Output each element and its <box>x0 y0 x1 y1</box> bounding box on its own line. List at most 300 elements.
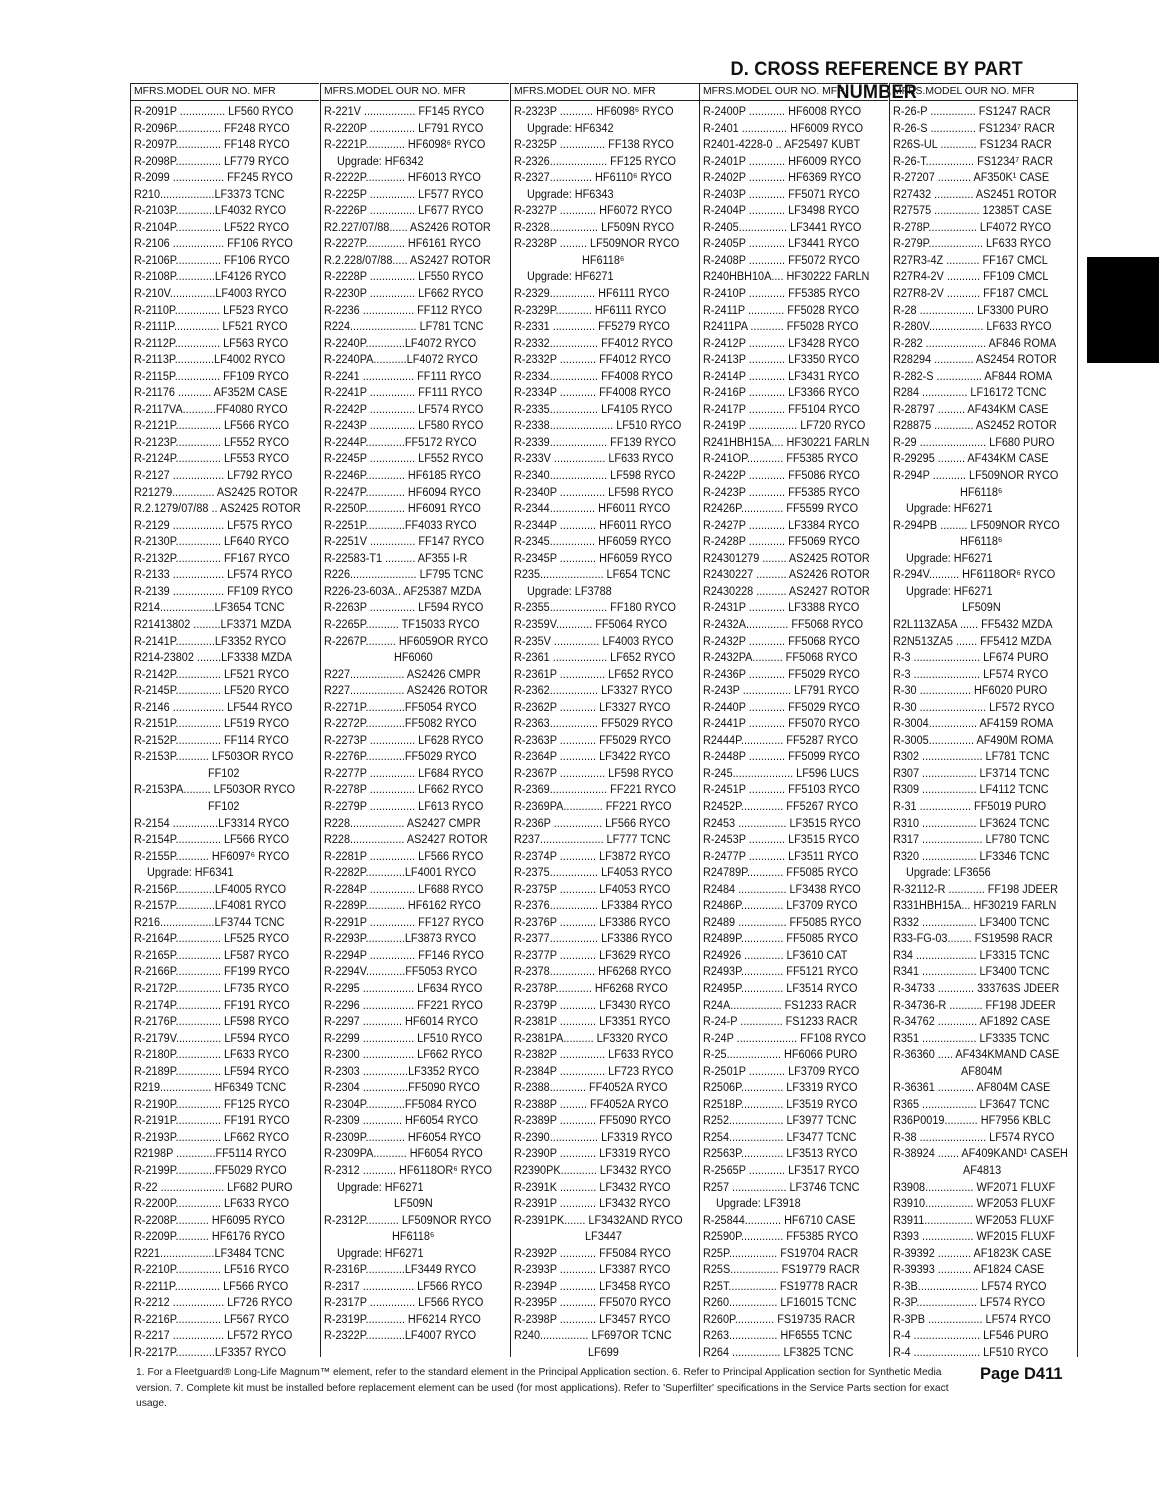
table-row <box>131 715 319 732</box>
row-text: R-210V...............LF4003 RYCO <box>134 286 287 301</box>
table-row <box>700 633 888 650</box>
table-row <box>511 202 699 219</box>
row-text: R-2332................ FF4012 RYCO <box>514 335 673 350</box>
table-row <box>131 169 319 186</box>
row-text: LF509N <box>962 600 1002 615</box>
row-text: R-2405................ LF3441 RYCO <box>703 219 862 234</box>
row-text: R-2282P.............LF4001 RYCO <box>324 865 477 880</box>
row-text: R-3004................ AF4159 ROMA <box>893 716 1054 731</box>
table-row <box>511 881 699 898</box>
row-text: R2411PA ........... FF5028 RYCO <box>703 319 859 334</box>
row-text: R-2377P ............ LF3629 RYCO <box>514 947 671 962</box>
row-text: HF6118⁶ <box>581 252 625 267</box>
row-text: R-2289P............. HF6162 RYCO <box>324 898 481 913</box>
row-text: R365 .................. LF3647 TCNC <box>893 1096 1050 1111</box>
table-row <box>890 765 1077 782</box>
table-row <box>700 864 888 881</box>
table-row <box>131 517 319 534</box>
table-row <box>700 153 888 170</box>
table-row <box>511 467 699 484</box>
table-row <box>890 1261 1077 1278</box>
table-row <box>131 1245 319 1262</box>
row-text: R-24-P .............. FS1233 RACR <box>703 1014 858 1029</box>
row-text: R-2141P.............LF3352 RYCO <box>134 633 287 648</box>
table-row <box>131 1278 319 1295</box>
table-row <box>131 467 319 484</box>
row-text: R-39392 ........... AF1823K CASE <box>893 1245 1052 1260</box>
table-row <box>890 914 1077 931</box>
row-text: R24301279 ........ AS2425 ROTOR <box>703 550 870 565</box>
table-row <box>321 1195 509 1212</box>
table-row <box>700 930 888 947</box>
table-row <box>131 1112 319 1129</box>
table-row <box>321 136 509 153</box>
table-row <box>700 815 888 832</box>
table-row <box>511 500 699 517</box>
row-text: R-2241P ............... FF111 RYCO <box>324 385 483 400</box>
page-title: D. CROSS REFERENCE BY PART NUMBER <box>730 58 1023 103</box>
table-row <box>890 583 1077 600</box>
table-row <box>890 517 1077 534</box>
row-text: R2484 ................ LF3438 RYCO <box>703 881 861 896</box>
row-text: R27432 ............. AS2451 ROTOR <box>893 186 1057 201</box>
table-row <box>890 368 1077 385</box>
table-row <box>700 1344 888 1361</box>
row-text: R-2096P............... FF248 RYCO <box>134 120 290 135</box>
row-text: R-2393P ............ LF3387 RYCO <box>514 1262 671 1277</box>
table-row <box>321 798 509 815</box>
row-text: R-2294P ............... FF146 RYCO <box>324 947 484 962</box>
table-row <box>321 947 509 964</box>
row-text: R-2103P.............LF4032 RYCO <box>134 203 287 218</box>
row-text: R228.................. AS2427 ROTOR <box>324 832 488 847</box>
table-row <box>700 1063 888 1080</box>
row-text: R24789P............ FF5085 RYCO <box>703 865 859 880</box>
table-row <box>890 599 1077 616</box>
row-text: R-36360 ..... AF434KMAND CASE <box>893 1047 1060 1062</box>
table-row <box>700 1162 888 1179</box>
table-row <box>511 318 699 335</box>
row-text: R2489P.............. FF5085 RYCO <box>703 931 859 946</box>
table-row <box>511 335 699 352</box>
table-row <box>700 103 888 120</box>
table-row <box>511 1195 699 1212</box>
table-row <box>700 1212 888 1229</box>
row-text: R-2241 ................. FF111 RYCO <box>324 368 482 383</box>
table-row <box>131 682 319 699</box>
row-text: AF804M <box>961 1063 1003 1078</box>
row-text: R216..................LF3744 TCNC <box>134 914 285 929</box>
row-text: R-2236 ................. FF112 RYCO <box>324 302 483 317</box>
table-row <box>511 120 699 137</box>
row-text: R-2369PA............. FF221 RYCO <box>514 798 672 813</box>
table-row <box>131 384 319 401</box>
row-text: LF3447 <box>584 1229 622 1244</box>
table-row <box>700 1195 888 1212</box>
table-row <box>890 897 1077 914</box>
row-text: R27R4-2V ........... FF109 CMCL <box>893 269 1049 284</box>
row-text: R-2097P............... FF148 RYCO <box>134 137 290 152</box>
row-text: R2.227/07/88...... AS2426 ROTOR <box>324 219 491 234</box>
table-row <box>321 732 509 749</box>
table-row <box>321 484 509 501</box>
table-row <box>321 1046 509 1063</box>
row-text: R-2113P.............LF4002 RYCO <box>134 352 286 367</box>
table-row <box>700 1228 888 1245</box>
row-text: R25S................ FS19779 RACR <box>703 1262 860 1277</box>
table-row <box>321 1096 509 1113</box>
row-text: R-2335................ LF4105 RYCO <box>514 401 673 416</box>
row-text: R3911................ WF2053 FLUXF <box>893 1212 1055 1227</box>
table-row <box>131 666 319 683</box>
table-row <box>511 599 699 616</box>
row-text: R-2374P ............ LF3872 RYCO <box>514 848 671 863</box>
row-text: R-2263P ............... LF594 RYCO <box>324 600 484 615</box>
table-row <box>321 450 509 467</box>
row-text: R-2376P ............ LF3386 RYCO <box>514 914 671 929</box>
table-row <box>131 302 319 319</box>
row-text: R-2284P ............... LF688 RYCO <box>324 881 484 896</box>
row-text: R-2225P ............... LF577 RYCO <box>324 186 484 201</box>
row-text: Upgrade: HF6342 <box>527 120 614 135</box>
row-text: R-282 .................... AF846 ROMA <box>893 335 1057 350</box>
table-row <box>890 103 1077 120</box>
table-row <box>131 1079 319 1096</box>
row-text: R-2293P.............LF3873 RYCO <box>324 931 477 946</box>
table-column-3 <box>510 83 699 1360</box>
row-text: R-2410P ............ FF5385 RYCO <box>703 286 860 301</box>
table-row <box>511 897 699 914</box>
row-text: R-2295 ................. LF634 RYCO <box>324 980 483 995</box>
table-row <box>890 699 1077 716</box>
row-text: R-2388P ......... FF4052A RYCO <box>514 1096 669 1111</box>
row-text: R-2361 .................. LF652 RYCO <box>514 650 676 665</box>
table-row <box>890 997 1077 1014</box>
table-row <box>511 1228 699 1245</box>
table-row <box>131 616 319 633</box>
row-text: R-2106P............... FF106 RYCO <box>134 252 290 267</box>
row-text: R-245.................... LF596 LUCS <box>703 765 860 780</box>
table-row <box>890 963 1077 980</box>
row-text: R-29295 ......... AF434KM CASE <box>893 451 1049 466</box>
row-text: R-2363P ............ FF5029 RYCO <box>514 732 671 747</box>
table-row <box>511 947 699 964</box>
row-text: R-2422P ............ FF5086 RYCO <box>703 468 860 483</box>
row-text: R-2277P ............... LF684 RYCO <box>324 765 484 780</box>
table-row <box>131 1030 319 1047</box>
table-row <box>890 318 1077 335</box>
row-text: Upgrade: HF6342 <box>337 153 424 168</box>
table-row <box>511 103 699 120</box>
table-row <box>700 897 888 914</box>
row-text: R-2193P............... LF662 RYCO <box>134 1129 290 1144</box>
row-text: R-2391P ............ LF3432 RYCO <box>514 1196 671 1211</box>
row-text: R-2441P ............ FF5070 RYCO <box>703 716 860 731</box>
row-text: R-2309P............. HF6054 RYCO <box>324 1129 481 1144</box>
row-text: Upgrade: HF6271 <box>337 1245 424 1260</box>
table-row <box>131 864 319 881</box>
table-row <box>511 1162 699 1179</box>
row-text: R-38 ...................... LF574 RYCO <box>893 1129 1055 1144</box>
row-text: R-2401P ............ HF6009 RYCO <box>703 153 862 168</box>
row-text: R-30 ...................... LF572 RYCO <box>893 699 1055 714</box>
table-row <box>700 169 888 186</box>
column-rows <box>321 101 509 1344</box>
row-text: R-2251V ............... FF147 RYCO <box>324 534 485 549</box>
row-text: R-2129 ................. LF575 RYCO <box>134 517 293 532</box>
row-text: R-2154 ...............LF3314 RYCO <box>134 815 290 830</box>
table-row <box>321 1162 509 1179</box>
table-row <box>321 268 509 285</box>
table-row <box>890 136 1077 153</box>
row-text: Upgrade: HF6343 <box>527 186 614 201</box>
table-row <box>890 649 1077 666</box>
table-row <box>890 235 1077 252</box>
row-text: R320 .................. LF3346 TCNC <box>893 848 1050 863</box>
row-text: R-2154P............... LF566 RYCO <box>134 832 290 847</box>
table-row <box>131 930 319 947</box>
table-row <box>511 533 699 550</box>
row-text: FF102 <box>208 765 240 780</box>
row-text: R-22 ..................... LF682 PURO <box>134 1179 293 1194</box>
row-text: R-2417P ............ FF5104 RYCO <box>703 401 860 416</box>
table-row <box>131 202 319 219</box>
table-row <box>511 864 699 881</box>
row-text: R-2151P............... LF519 RYCO <box>134 716 290 731</box>
table-row <box>890 1212 1077 1229</box>
row-text: R-2390P ............ LF3319 RYCO <box>514 1146 671 1161</box>
table-row <box>131 699 319 716</box>
table-row <box>511 550 699 567</box>
row-text: R-2267P.......... HF6059OR RYCO <box>324 633 489 648</box>
row-text: R-2325P ............... FF138 RYCO <box>514 137 674 152</box>
row-text: R-26-P ............... FS1247 RACR <box>893 104 1051 118</box>
table-row <box>321 550 509 567</box>
row-text: R2L113ZA5A ...... FF5432 MZDA <box>893 616 1053 631</box>
row-text: R2506P.............. LF3319 RYCO <box>703 1080 858 1095</box>
row-text: R-2304P.............FF5084 RYCO <box>324 1096 477 1111</box>
table-row <box>511 633 699 650</box>
row-text: R302 .................... LF781 TCNC <box>893 749 1050 764</box>
row-text: R214-23802 ........LF3338 MZDA <box>134 650 292 665</box>
row-text: R341 .................. LF3400 TCNC <box>893 964 1050 979</box>
row-text: R-2413P ............ LF3350 RYCO <box>703 352 860 367</box>
row-text: R2563P.............. LF3513 RYCO <box>703 1146 858 1161</box>
row-text: R-2228P ............... LF550 RYCO <box>324 269 484 284</box>
table-row <box>511 963 699 980</box>
row-text: R219................. HF6349 TCNC <box>134 1080 287 1095</box>
row-text: R-30 ................. HF6020 PURO <box>893 683 1048 698</box>
table-row <box>321 368 509 385</box>
row-text: R26S-UL ............ FS1234 RACR <box>893 137 1052 152</box>
table-row <box>131 1096 319 1113</box>
row-text: R.2.1279/07/88 .. AS2425 ROTOR <box>134 501 301 516</box>
row-text: R-2251P.............FF4033 RYCO <box>324 517 477 532</box>
table-row <box>131 897 319 914</box>
row-text: R-2174P............... FF191 RYCO <box>134 997 290 1012</box>
table-row <box>890 1245 1077 1262</box>
row-text: R-2408P ............ FF5072 RYCO <box>703 252 860 267</box>
row-text: R254.................. LF3477 TCNC <box>703 1129 857 1144</box>
table-row <box>700 252 888 269</box>
row-text: R-2176P............... LF598 RYCO <box>134 1014 290 1029</box>
table-row <box>890 401 1077 418</box>
table-row <box>511 914 699 931</box>
table-row <box>890 120 1077 137</box>
row-text: R-236P ................ LF566 RYCO <box>514 815 671 830</box>
table-row <box>321 633 509 650</box>
row-text: R-294PB ......... LF509NOR RYCO <box>893 517 1060 532</box>
row-text: R-2217P.............LF3357 RYCO <box>134 1345 287 1360</box>
row-text: R3910................ WF2053 FLUXF <box>893 1196 1056 1211</box>
row-text: R237..................... LF777 TCNC <box>514 832 671 847</box>
table-row <box>700 500 888 517</box>
row-text: AF4813 <box>962 1163 1001 1177</box>
row-text: R-2166P............... FF199 RYCO <box>134 964 290 979</box>
table-row <box>890 748 1077 765</box>
table-row <box>700 1294 888 1311</box>
row-text: R-294V.......... HF6118OR⁶ RYCO <box>893 567 1056 582</box>
table-row <box>890 285 1077 302</box>
table-row <box>511 649 699 666</box>
table-row <box>890 781 1077 798</box>
row-text: R-26-T................ FS1234⁷ RACR <box>893 153 1054 168</box>
table-row <box>131 434 319 451</box>
table-row <box>511 1278 699 1295</box>
table-row <box>890 1195 1077 1212</box>
table-row <box>321 500 509 517</box>
table-row <box>321 169 509 186</box>
table-row <box>890 1013 1077 1030</box>
row-text: R-2375P ............ LF4053 RYCO <box>514 881 671 896</box>
table-row <box>700 980 888 997</box>
row-text: R-2319P............. HF6214 RYCO <box>324 1311 481 1326</box>
row-text: R-3 ...................... LF574 RYCO <box>893 666 1049 681</box>
row-text: R227.................. AS2426 CMPR <box>324 666 481 681</box>
table-row <box>321 566 509 583</box>
table-row <box>511 302 699 319</box>
table-row <box>511 1294 699 1311</box>
row-text: R241HBH15A.... HF30221 FARLN <box>703 434 870 449</box>
row-text: R-31 ................. FF5019 PURO <box>893 798 1047 813</box>
table-row <box>131 848 319 865</box>
row-text: R-2391K ............ LF3432 RYCO <box>514 1179 671 1194</box>
row-text: R284 ............... LF16172 TCNC <box>893 385 1047 400</box>
row-text: R-2340P ............... LF598 RYCO <box>514 484 674 499</box>
row-text: HF6118⁶ <box>960 534 1003 549</box>
table-row <box>700 202 888 219</box>
table-row <box>700 302 888 319</box>
row-text: R-241OP............ FF5385 RYCO <box>703 451 859 466</box>
row-text: R2430228 .......... AS2427 ROTOR <box>703 583 870 598</box>
row-text: R-2180P............... LF633 RYCO <box>134 1047 290 1062</box>
table-row <box>321 980 509 997</box>
row-text: R-2230P ............... LF662 RYCO <box>324 286 484 301</box>
table-row <box>131 252 319 269</box>
table-row <box>131 732 319 749</box>
table-row <box>131 831 319 848</box>
row-text: R-2153PA......... LF503OR RYCO <box>134 782 296 797</box>
column-rows <box>131 101 319 1361</box>
row-text: R-282-S ............... AF844 ROMA <box>893 368 1053 383</box>
table-row <box>511 1344 699 1361</box>
row-text: R-2367P ............... LF598 RYCO <box>514 765 674 780</box>
row-text: R21413802 .........LF3371 MZDA <box>134 616 292 631</box>
row-text: R2453 ................ LF3515 RYCO <box>703 815 861 830</box>
table-row <box>511 450 699 467</box>
row-text: R-2453P ............ LF3515 RYCO <box>703 832 860 847</box>
row-text: R-2326................... FF125 RYCO <box>514 153 676 168</box>
row-text: R-2322P.............LF4007 RYCO <box>324 1328 477 1343</box>
footnote: 1. For a Fleetguard® Long-Life Magnum™ element, refer to the standard element in the Principal Application section. 6. Refer to Principal Application section for Synthetic Media version. 7. Complete kit must be installed before replacement element can be used (for most applications). Refer to 'Superfilter' specifications in the Service Parts section for exact usage. <box>136 1367 949 1409</box>
row-text: R-34762 ............. AF1892 CASE <box>893 1014 1051 1029</box>
table-row <box>131 649 319 666</box>
table-row <box>321 384 509 401</box>
row-text: R263................ HF6555 TCNC <box>703 1328 853 1343</box>
row-text: R-2210P............... LF516 RYCO <box>134 1262 290 1277</box>
table-row <box>890 980 1077 997</box>
column-header: MFRS.MODEL OUR NO. MFR <box>700 83 888 101</box>
row-text: R224...................... LF781 TCNC <box>324 319 484 334</box>
cross-reference-table <box>130 83 1074 1360</box>
row-text: R-2440P ............ FF5029 RYCO <box>703 699 860 714</box>
row-text: R-2299 ................. LF510 RYCO <box>324 1030 483 1045</box>
row-text: R-2123P............... LF552 RYCO <box>134 434 290 449</box>
table-row <box>700 1079 888 1096</box>
table-row <box>890 848 1077 865</box>
table-row <box>511 848 699 865</box>
table-row <box>700 484 888 501</box>
row-text: R-2369................... FF221 RYCO <box>514 782 676 797</box>
table-row <box>321 103 509 120</box>
table-row <box>700 434 888 451</box>
table-row <box>321 583 509 600</box>
table-row <box>890 335 1077 352</box>
table-row <box>890 533 1077 550</box>
table-row <box>700 517 888 534</box>
table-row <box>511 616 699 633</box>
table-row <box>131 566 319 583</box>
table-row <box>511 517 699 534</box>
row-text: R-2240PA...........LF4072 RYCO <box>324 352 478 367</box>
row-text: R-2355................... FF180 RYCO <box>514 600 676 615</box>
table-row <box>700 831 888 848</box>
row-text: R34 .................... LF3315 TCNC <box>893 947 1050 962</box>
table-row <box>890 1129 1077 1146</box>
row-text: R25T................ FS19778 RACR <box>703 1278 858 1293</box>
table-row <box>321 1278 509 1295</box>
row-text: R-2404P ............ LF3498 RYCO <box>703 203 860 218</box>
row-text: R-2127 ................. LF792 RYCO <box>134 468 293 483</box>
row-text: R-2338..................... LF510 RYCO <box>514 418 682 433</box>
table-row <box>890 815 1077 832</box>
table-row <box>700 947 888 964</box>
table-row <box>700 616 888 633</box>
table-row <box>511 997 699 1014</box>
table-row <box>890 467 1077 484</box>
table-row <box>511 136 699 153</box>
row-text: R-38924 ....... AF409KAND¹ CASEH <box>893 1146 1068 1161</box>
table-row <box>700 417 888 434</box>
row-text: R-2189P............... LF594 RYCO <box>134 1063 290 1078</box>
table-row <box>321 186 509 203</box>
table-row <box>131 219 319 236</box>
row-text: R-2227P............. HF6161 RYCO <box>324 236 481 251</box>
table-row <box>131 1063 319 1080</box>
table-row <box>131 633 319 650</box>
table-row <box>700 368 888 385</box>
table-row <box>511 434 699 451</box>
